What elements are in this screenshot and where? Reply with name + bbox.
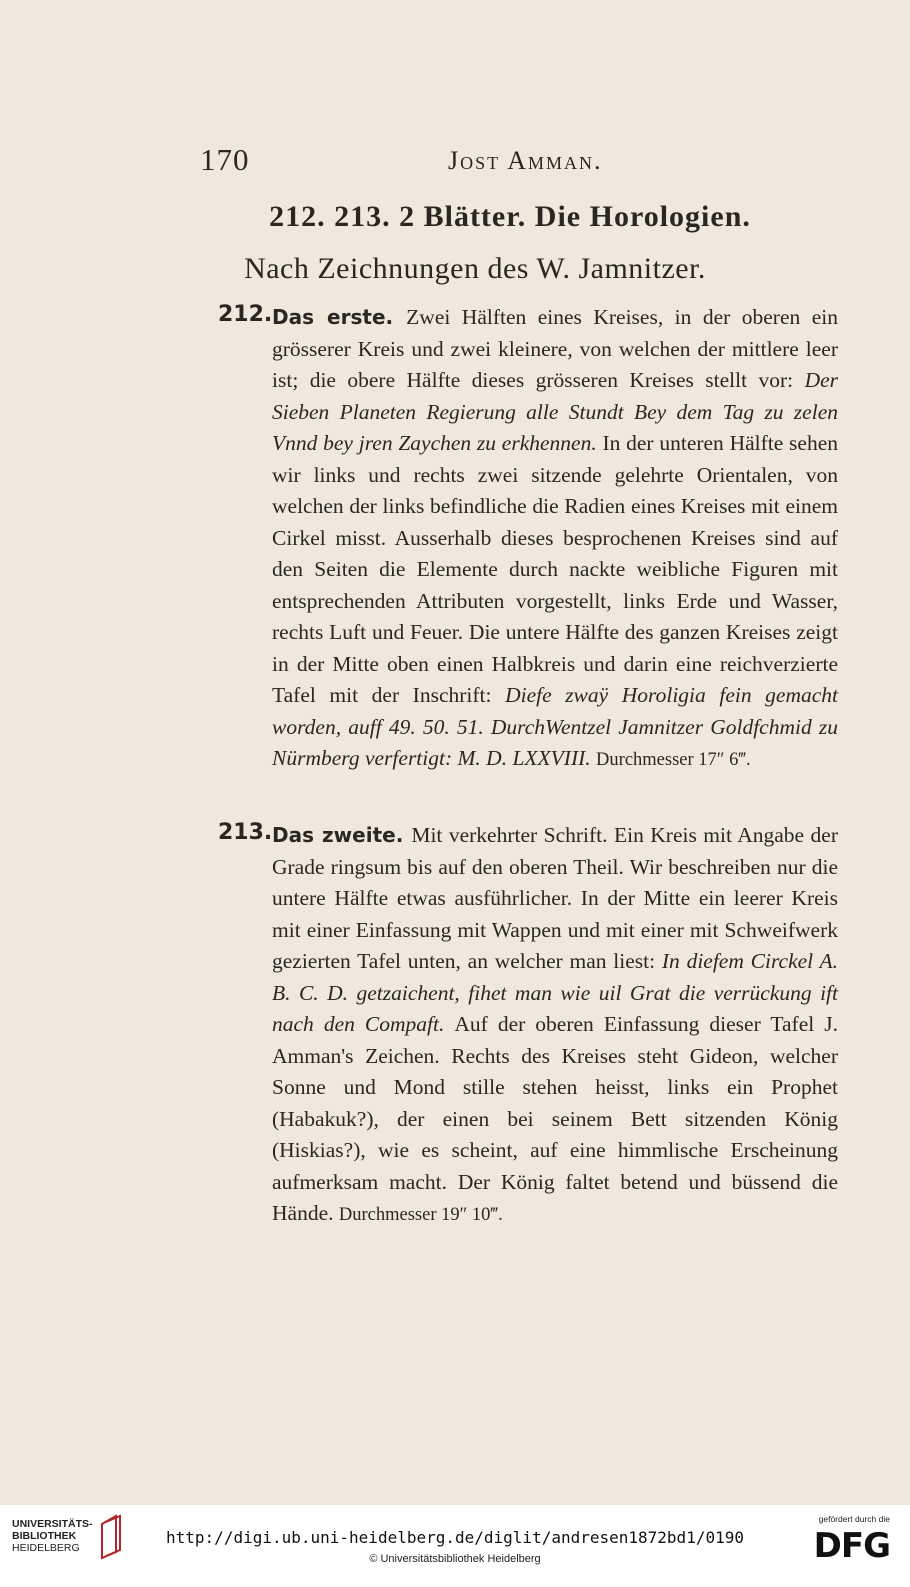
entry-subtitle: Nach Zeichnungen des W. Jamnitzer. xyxy=(244,252,706,285)
section-number: 212. xyxy=(218,302,273,327)
section-text: Auf der oberen Einfassung dieser Tafel J. Amman's Zeichen. Rechts des Kreises steht Gideon, welcher Sonne und Mond stille stehen heisst, links ein Prophet (Habakuk?), der einen bei seinem Bett sitzenden König (Hiskias?), wie es scheint, auf eine himmlische Erscheinung aufmerksam macht. Der König faltet betend und büssend die Hände. xyxy=(272,1012,838,1225)
section-text: Mit verkehrter Schrift. Ein Kreis mit Angabe der Grade ringsum bis auf den oberen Theil. Wir beschreiben nur die untere Hälfte etwas ausführlicher. In der Mitte ein leerer Kreis mit einer Einfassung mit Wappen und mit einer mit Schweifwerk gezierten Tafel unten, an welcher man liest: xyxy=(272,823,839,973)
funding-note: gefördert durch die xyxy=(818,1514,890,1524)
section-diameter: Durchmesser 17″ 6‴. xyxy=(596,750,751,770)
permalink-url[interactable]: http://digi.ub.uni-heidelberg.de/diglit/andresen1872bd1/0190 xyxy=(166,1528,744,1547)
entry-title: 212. 213. 2 Blätter. Die Horologien. xyxy=(269,200,751,233)
section-text: Zwei Hälften eines Kreises, in der oberen ein grösserer Kreis und zwei kleinere, von welchen der mittlere leer ist; die obere Hälfte dieses grösseren Kreises stellt vor: xyxy=(272,305,838,392)
page-number: 170 xyxy=(200,142,250,177)
section-inscription: Diefe zwaÿ Horoligia fein gemacht worden, auff 49. 50. 51. DurchWentzel Jamnitzer Goldfchmid zu Nürmberg verfertigt: M. D. LXXVIII. xyxy=(272,683,838,770)
section-lead: Das zweite. xyxy=(272,823,412,847)
section-quote: In diefem Circkel A. B. C. D. getzaichent, fihet man wie uil Grat die verrückung ift nach den Compaft. xyxy=(272,949,839,1036)
copyright-notice: © Universitätsbibliothek Heidelberg xyxy=(369,1553,541,1565)
section-text: In der unteren Hälfte sehen wir links und rechts zwei sitzende gelehrte Orientalen, von welchen der links befindliche die Radien eines Kreises mit einem Cirkel misst. Ausserhalb dieses besprochenen Kreises sind auf den Seiten die Elemente durch nackte weibliche Figuren mit entsprechenden Attributen vorgestellt, links Erde und Wasser, rechts Luft und Feuer. Die untere Hälfte des ganzen Kreises zeigt in der Mitte oben einen Halbkreis und darin eine reichverzierte Tafel mit der Inschrift: xyxy=(272,431,838,707)
section-body xyxy=(272,820,838,1232)
section-body xyxy=(272,302,838,777)
section-lead: Das erste. xyxy=(272,305,407,329)
running-title: Jost Amman. xyxy=(448,146,603,175)
library-name-line: UNIVERSITÄTS- xyxy=(12,1518,93,1530)
library-name-line: BIBLIOTHEK xyxy=(12,1530,77,1542)
library-name-line: HEIDELBERG xyxy=(12,1542,80,1554)
section-diameter: Durchmesser 19″ 10‴. xyxy=(338,1205,503,1225)
page-header xyxy=(200,142,840,182)
section-number: 213. xyxy=(218,820,273,845)
section-quote: Der Sieben Planeten Regierung alle Stundt Bey dem Tag zu zelen Vnnd bey jren Zaychen zu erkhennen. xyxy=(272,368,838,455)
dfg-logo: DFG xyxy=(813,1526,890,1566)
